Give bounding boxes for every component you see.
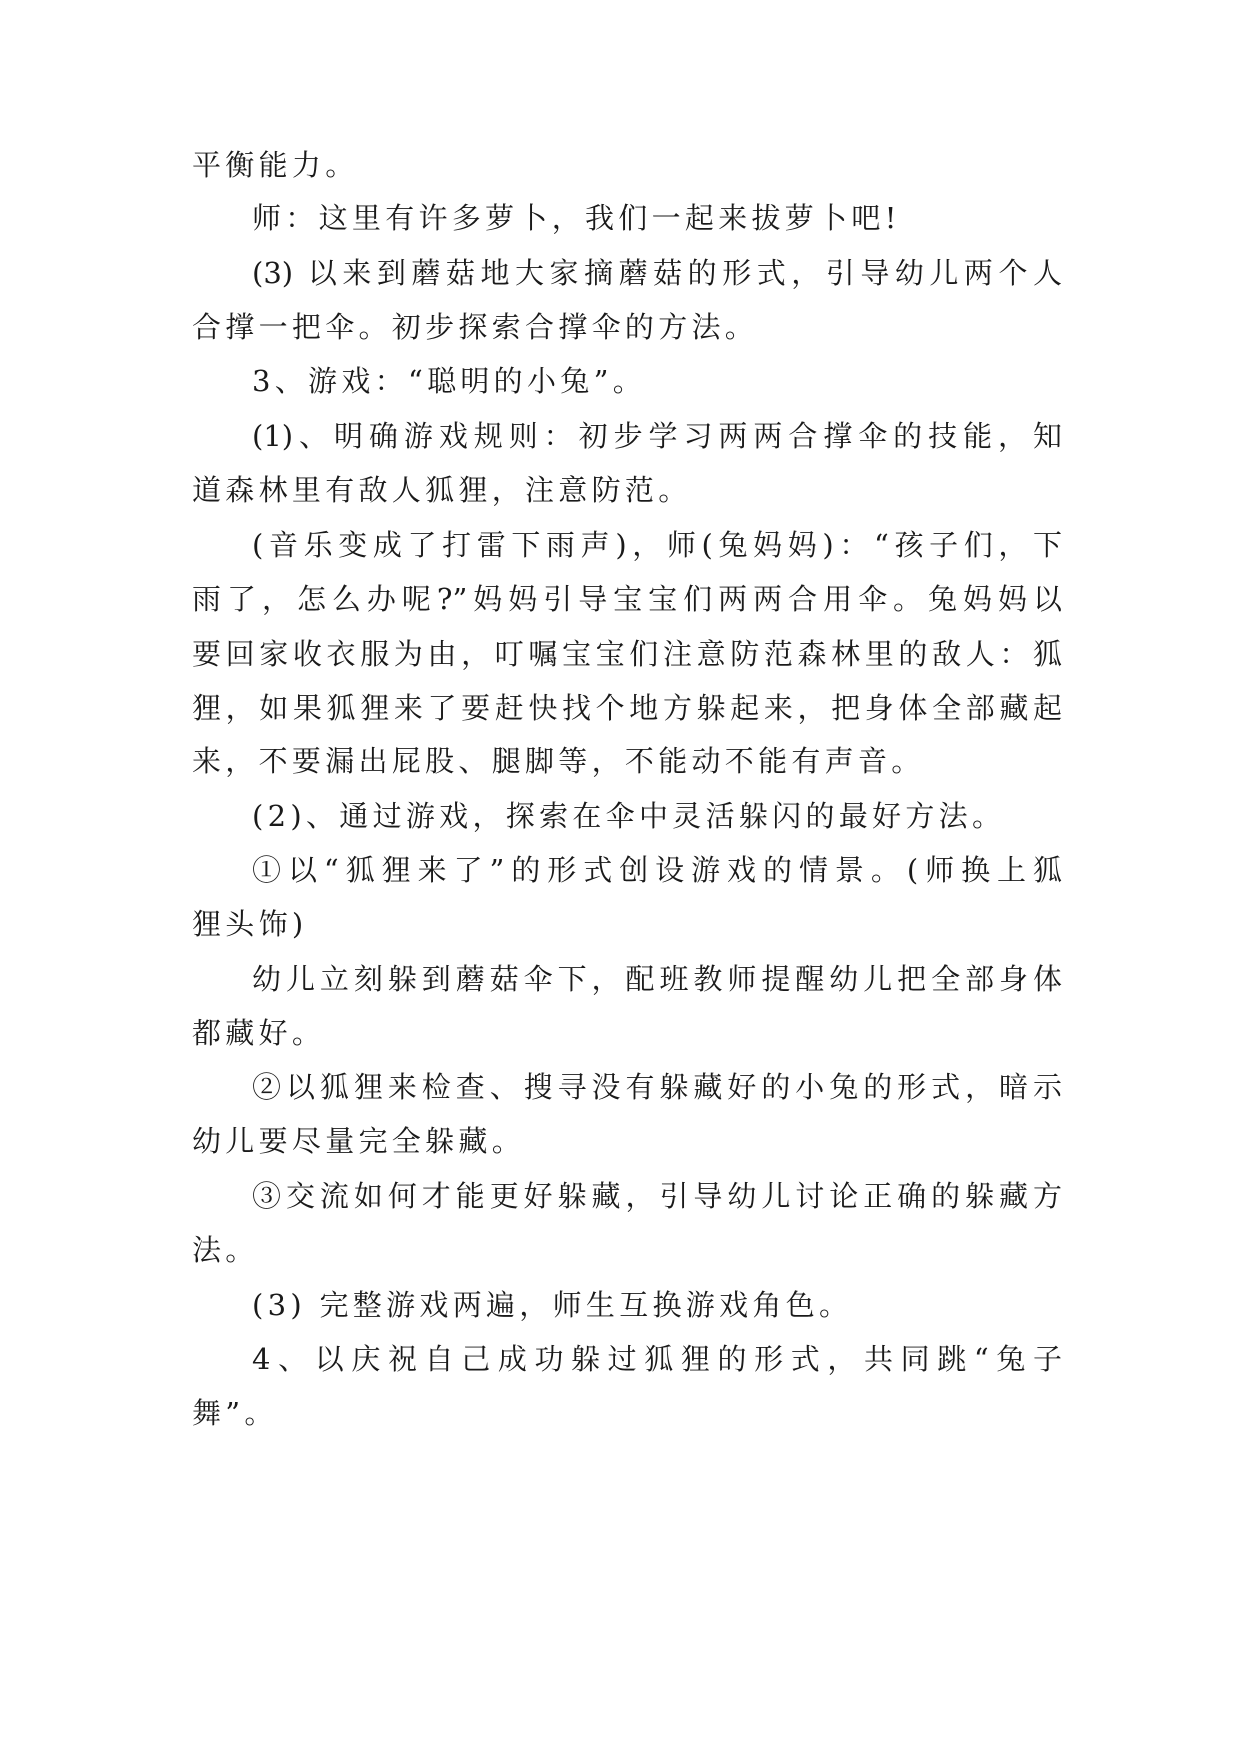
text-line: 道森林里有敌人狐狸，注意防范。: [192, 473, 692, 507]
text-line: ②以狐狸来检查、搜寻没有躲藏好的小兔的形式，暗示: [252, 1070, 1062, 1104]
text-line: (2)、通过游戏，探索在伞中灵活躲闪的最好方法。: [252, 799, 1006, 833]
text-line: 平衡能力。: [192, 148, 359, 182]
text-line: 法。: [192, 1233, 259, 1267]
text-line: (1)、明确游戏规则：初步学习两两合撑伞的技能，知: [252, 419, 1062, 453]
text-line: 狸头饰): [192, 907, 308, 941]
text-line: 要回家收衣服为由，叮嘱宝宝们注意防范森林里的敌人：狐: [192, 637, 1062, 671]
text-line: 3、游戏：“聪明的小兔”。: [252, 364, 647, 398]
text-line: 幼儿要尽量完全躲藏。: [192, 1124, 526, 1158]
text-line: ③交流如何才能更好躲藏，引导幼儿讨论正确的躲藏方: [252, 1179, 1062, 1213]
text-line: 雨了，怎么办呢?”妈妈引导宝宝们两两合用伞。兔妈妈以: [192, 582, 1062, 616]
text-line: 4、以庆祝自己成功躲过狐狸的形式，共同跳“兔子: [252, 1342, 1062, 1376]
text-line: 师：这里有许多萝卜，我们一起来拔萝卜吧!: [252, 201, 901, 235]
text-line: (3) 以来到蘑菇地大家摘蘑菇的形式，引导幼儿两个人: [252, 256, 1062, 290]
text-line: (音乐变成了打雷下雨声)，师(兔妈妈)：“孩子们，下: [252, 528, 1062, 562]
text-line: (3) 完整游戏两遍，师生互换游戏角色。: [252, 1288, 853, 1322]
text-line: 舞”。: [192, 1396, 278, 1430]
text-line: 都藏好。: [192, 1016, 326, 1050]
text-line: 来，不要漏出屁股、腿脚等，不能动不能有声音。: [192, 744, 925, 778]
text-line: 幼儿立刻躲到蘑菇伞下，配班教师提醒幼儿把全部身体: [252, 962, 1062, 996]
text-line: 狸，如果狐狸来了要赶快找个地方躲起来，把身体全部藏起: [192, 691, 1062, 725]
text-line: ①以“狐狸来了”的形式创设游戏的情景。(师换上狐: [252, 853, 1062, 887]
text-line: 合撑一把伞。初步探索合撑伞的方法。: [192, 310, 759, 344]
